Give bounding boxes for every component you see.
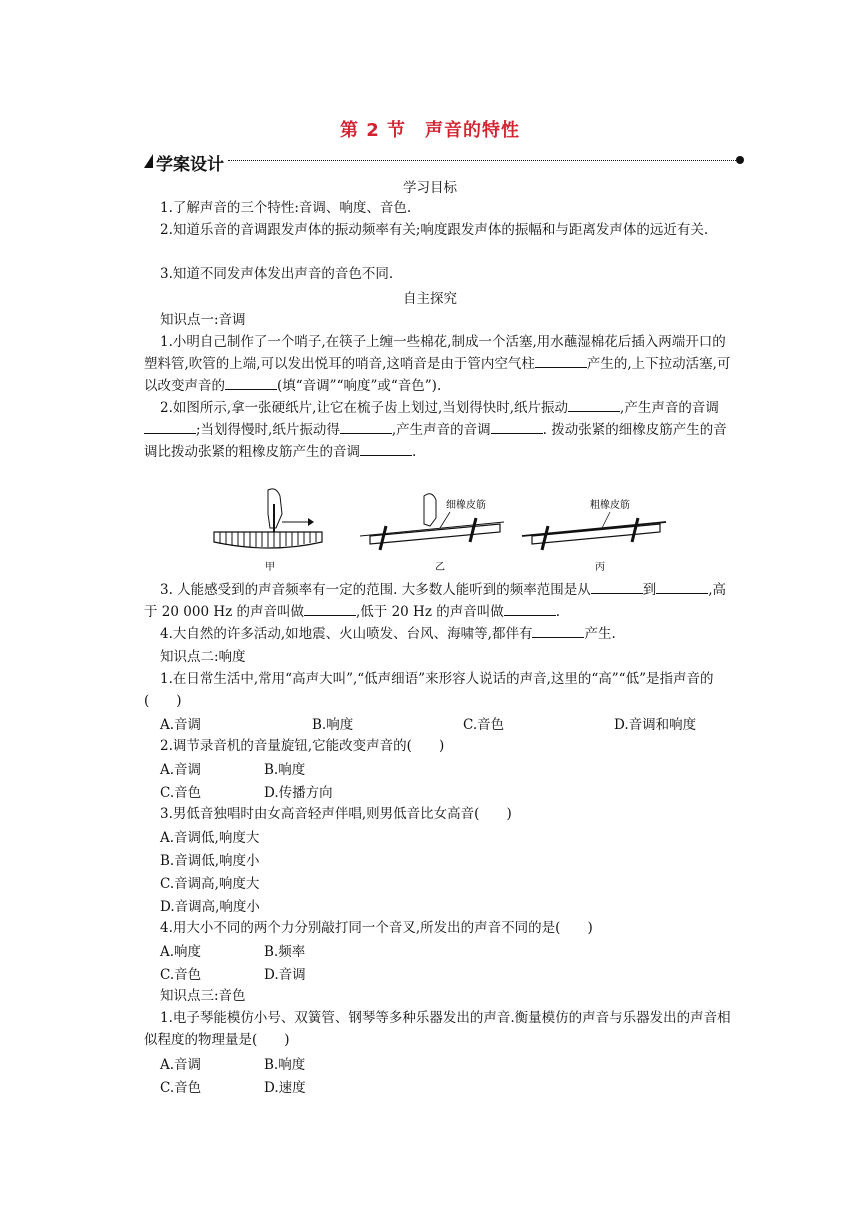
answer-blank[interactable] [591, 581, 643, 594]
question-text: 3. 人能感受到的声音频率有一定的范围. 大多数人能听到的频率范围是从 [160, 582, 591, 598]
explore-header: 自主探究 [403, 291, 457, 307]
choice-option[interactable]: C.音色 [463, 717, 505, 733]
section-label: 学案设计 [156, 155, 224, 175]
question-text: 1.小明自己制作了一个哨子,在筷子上缠一些棉花,制成一个活塞,用水蘸湿棉花后插入两端开口的塑料管,吹管的上端,可以发出悦耳的哨音,这哨音是由于管内空气柱 [144, 334, 726, 372]
comb-and-rubber-band-figure [210, 484, 670, 576]
choice-option[interactable]: D.音调 [264, 967, 306, 983]
kp1-question-2 [144, 397, 732, 463]
question-text: 产生的,上下拉动活塞,可以改变声音的 [144, 356, 731, 394]
goals-header: 学习目标 [403, 180, 457, 196]
question-text: 4.大自然的许多活动,如地震、火山喷发、台风、海啸等,都伴有 [160, 626, 533, 642]
goal-item: 2.知道乐音的音调跟发声体的振动频率有关;响度跟发声体的振幅和与距离发声体的远近有关. [160, 222, 709, 238]
choice-option[interactable]: A.音调 [160, 1057, 202, 1073]
question-text: ,产生声音的音调 [620, 400, 719, 416]
choice-option[interactable]: D.音调和响度 [614, 717, 697, 733]
dotted-rule [228, 160, 736, 161]
answer-blank[interactable] [568, 399, 620, 412]
kp2-title: 知识点二:响度 [160, 649, 246, 665]
choice-option[interactable]: B.响度 [312, 717, 354, 733]
question-text: . [412, 444, 417, 460]
question-text: ,高于 20 000 Hz 的声音叫做 [144, 582, 727, 620]
kp2-question-2: 2.调节录音机的音量旋钮,它能改变声音的( ) [160, 738, 445, 754]
kp1-question-3 [144, 579, 732, 623]
goal-item: 3.知道不同发声体发出声音的音色不同. [160, 266, 394, 282]
kp1-question-1 [144, 331, 732, 397]
choice-option[interactable]: B.响度 [264, 762, 306, 778]
answer-blank[interactable] [532, 625, 584, 638]
choice-option[interactable]: B.频率 [264, 944, 306, 960]
choice-option[interactable]: B.音调低,响度小 [160, 853, 260, 869]
answer-blank[interactable] [656, 581, 708, 594]
choice-option[interactable]: C.音色 [160, 967, 202, 983]
answer-blank[interactable] [504, 603, 556, 616]
page-title: 第 2 节 声音的特性 [339, 120, 521, 141]
figure-label-jia: 甲 [265, 562, 275, 573]
choice-option[interactable]: B.响度 [264, 1057, 306, 1073]
figure-yi [360, 494, 504, 573]
question-text: 到 [642, 582, 657, 598]
choice-option[interactable]: D.速度 [264, 1080, 306, 1096]
goal-item: 1.了解声音的三个特性:音调、响度、音色. [160, 200, 412, 216]
answer-blank[interactable] [491, 421, 543, 434]
answer-blank[interactable] [144, 421, 196, 434]
triangle-icon [144, 154, 153, 168]
kp2-question-1: 1.在日常生活中,常用“高声大叫”,“低声细语”来形容人说话的声音,这里的“高”“低”是指声音的( ) [144, 671, 714, 709]
choice-option[interactable]: C.音色 [160, 785, 202, 801]
section-header [144, 150, 744, 175]
choice-option[interactable]: C.音调高,响度大 [160, 876, 260, 892]
figure-jia [214, 489, 322, 573]
choice-option[interactable]: A.音调 [160, 717, 202, 733]
question-text: . 拨动张紧的细橡皮筋产生的音调比拨动张紧的粗橡皮筋产生的音调 [144, 422, 727, 460]
figure-label-bing: 丙 [595, 562, 605, 573]
question-text: ;当划得慢时,纸片振动得 [196, 422, 340, 438]
rule-end-dot-icon [736, 156, 744, 164]
thin-band-label: 细橡皮筋 [446, 500, 486, 511]
question-text: 2.如图所示,拿一张硬纸片,让它在梳子齿上划过,当划得快时,纸片振动 [160, 400, 569, 416]
choice-option[interactable]: C.音色 [160, 1080, 202, 1096]
kp2-question-3: 3.男低音独唱时由女高音轻声伴唱,则男低音比女高音( ) [160, 806, 512, 822]
answer-blank[interactable] [304, 603, 356, 616]
kp1-title: 知识点一:音调 [160, 312, 246, 328]
kp3-question-1: 1.电子琴能模仿小号、双簧管、钢琴等多种乐器发出的声音.衡量模仿的声音与乐器发出的声音相似程度的物理量是( ) [144, 1010, 731, 1048]
thick-band-label: 粗橡皮筋 [590, 500, 630, 511]
question-text: . [555, 604, 561, 620]
kp3-title: 知识点三:音色 [160, 988, 246, 1004]
answer-blank[interactable] [535, 355, 587, 368]
figure-label-yi: 乙 [435, 562, 445, 573]
figure-bing [522, 498, 666, 573]
question-text: ,产生声音的音调 [391, 422, 491, 438]
choice-option[interactable]: A.响度 [160, 944, 202, 960]
question-text: (填“音调”“响度”或“音色”). [277, 378, 442, 394]
answer-blank[interactable] [340, 421, 392, 434]
question-text: 产生. [584, 626, 616, 642]
answer-blank[interactable] [225, 377, 277, 390]
choice-option[interactable]: A.音调低,响度大 [160, 830, 260, 846]
question-text: ,低于 20 Hz 的声音叫做 [356, 604, 504, 620]
choice-option[interactable]: D.音调高,响度小 [160, 899, 260, 915]
kp1-question-4 [144, 623, 732, 645]
kp2-question-4: 4.用大小不同的两个力分别敲打同一个音叉,所发出的声音不同的是( ) [160, 920, 593, 936]
choice-option[interactable]: A.音调 [160, 762, 202, 778]
answer-blank[interactable] [360, 443, 412, 456]
choice-option[interactable]: D.传播方向 [264, 785, 333, 801]
